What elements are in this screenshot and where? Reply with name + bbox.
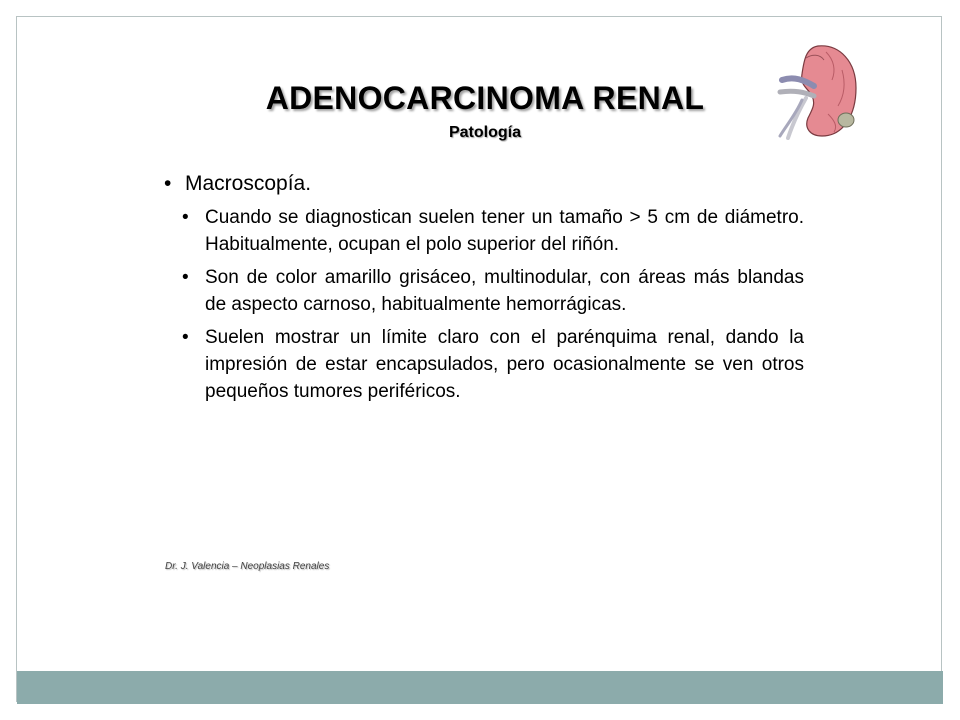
slide-subtitle: Patología: [448, 124, 521, 141]
bullet-glyph: •: [164, 172, 172, 195]
sub-bullet-text: Son de color amarillo grisáceo, multinodular, con áreas más blandas de aspecto carnoso, habitualmente hemorrágicas.: [205, 267, 804, 315]
bullet-glyph: •: [182, 327, 189, 348]
bullet-heading-text: Macroscopía.: [185, 172, 312, 195]
bullet-glyph: •: [182, 267, 189, 288]
bottom-band: [17, 671, 943, 704]
sub-bullet: [182, 264, 804, 318]
kidney-illustration: [776, 40, 860, 140]
slide-footer: Dr. J. Valencia – Neoplasias Renales: [165, 561, 330, 572]
sub-bullet: [182, 204, 804, 258]
slide-content: [164, 170, 804, 411]
bullet-heading: [164, 170, 804, 198]
sub-bullet-text: Cuando se diagnostican suelen tener un tamaño > 5 cm de diámetro. Habitualmente, ocupan el polo superior del riñón.: [205, 207, 804, 255]
bullet-glyph: •: [182, 207, 189, 228]
slide-title: ADENOCARCINOMA RENAL: [265, 80, 705, 116]
sub-bullet-text: Suelen mostrar un límite claro con el parénquima renal, dando la impresión de estar encapsulados, pero ocasionalmente se ven otros pequeños tumores periféricos.: [205, 327, 804, 402]
sub-bullet: [182, 324, 804, 405]
